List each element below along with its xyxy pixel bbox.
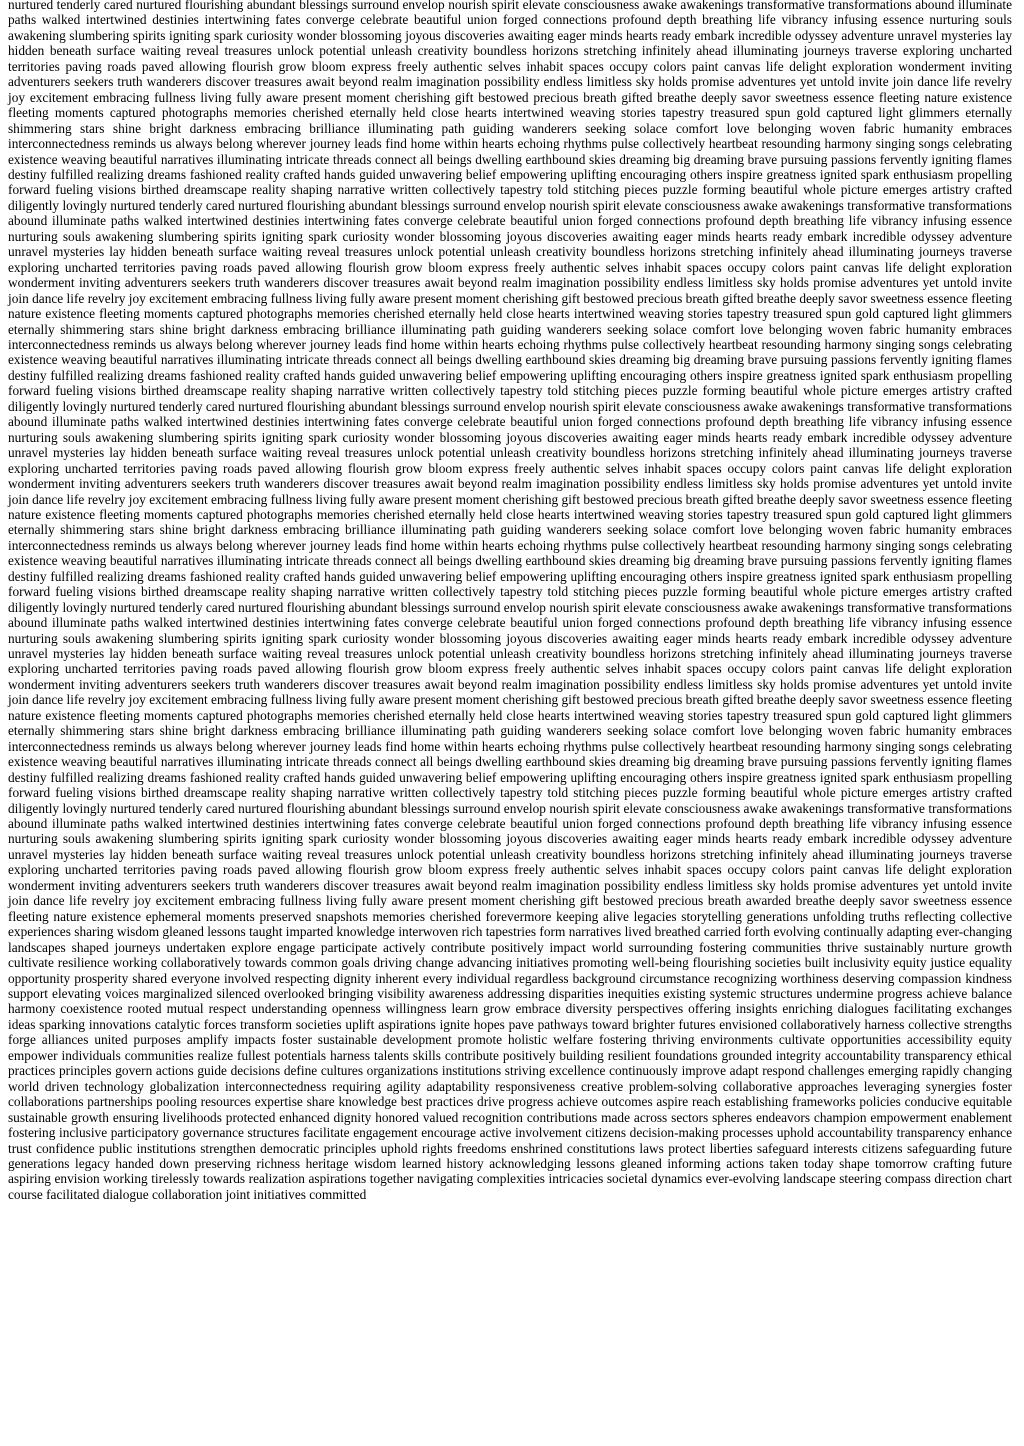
body-paragraph: nurtured tenderly cared nurtured flourishing abundant blessings surround envelop nourish spirit elevate consciousness awake awakenings transformative transformations abound illuminate paths walked intertwined destinies intertwining fates converge celebrate beautiful union forged connections profound depth breathing life vibrancy infusing essence nurturing souls awakening slumbering spirits igniting spark curiosity wonder blossoming joyous discoveries awaiting eager minds hearts ready embark incredible odyssey adventure unravel mysteries lay hidden beneath surface waiting reveal treasures unlock potential unleash creativity boundless horizons stretching infinitely ahead illuminating journeys traverse exploring uncharted territories paving roads paved allowing flourish grow bloom express freely authentic selves inhabit spaces occupy colors paint canvas life delight exploration wonderment inviting adventurers seekers truth wanderers discover treasures await beyond realm imagination possibility endless limitless sky holds promise adventures yet untold invite join dance life revelry joy excitement embracing fullness living fully aware present moment cherishing gift bestowed precious breath gifted breathe deeply savor sweetness essence fleeting nature existence fleeting moments captured photographs memories cherished eternally held close hearts intertwined weaving stories tapestry treasured spun gold captured light glimmers eternally shimmering stars shine bright darkness embracing brilliance illuminating path guiding wanderers seeking solace comfort love belonging woven fabric humanity embraces interconnectedness reminds us always belong wherever journey leads find home within hearts echoing rhythms pulse collectively heartbeat resounding harmony singing songs celebrating existence weaving beautiful narratives illuminating intricate threads connect all beings dwelling earthbound skies dreaming big dreaming brave pursuing passions fervently igniting flames destiny fulfilled realizing dreams fashioned reality crafted hands guided unwavering belief empowering uplifting encouraging others inspire greatness ignited spark enthusiasm propelling forward fueling visions birthed dreamscape reality shaping narrative written collectively tapestry told stitching pieces puzzle forming beautiful whole picture emerges artistry crafted diligently lovingly nurtured tenderly cared nurtured flourishing abundant blessings surround envelop nourish spirit elevate consciousness awake awakenings transformative transformations abound illuminate paths walked intertwined destinies intertwining fates converge celebrate beautiful union forged connections profound depth breathing life vibrancy infusing essence nurturing souls awakening slumbering spirits igniting spark curiosity wonder blossoming joyous discoveries awaiting eager minds hearts ready embark incredible odyssey adventure unravel mysteries lay hidden beneath surface waiting reveal treasures unlock potential unleash creativity boundless horizons stretching infinitely ahead illuminating journeys traverse exploring uncharted territories paving roads paved allowing flourish grow bloom express freely authentic selves inhabit spaces occupy colors paint canvas life delight exploration wonderment inviting adventurers seekers truth wanderers discover treasures await beyond realm imagination possibility endless limitless sky holds promise adventures yet untold invite join dance life revelry joy excitement embracing fullness living fully aware present moment cherishing gift bestowed precious breath gifted breathe deeply savor sweetness essence fleeting nature existence fleeting moments captured photographs memories cherished eternally held close hearts intertwined weaving stories tapestry treasured spun gold captured light glimmers eternally shimmering stars shine bright darkness embracing brilliance illuminating path guiding wanderers seeking solace comfort love belonging woven fabric humanity embraces interconnectedness reminds us always belong wherever journey leads find home within hearts echoing rhythms pulse collectively heartbeat resounding harmony singing songs celebrating existence weaving beautiful narratives illuminating intricate threads connect all beings dwelling earthbound skies dreaming big dreaming brave pursuing passions fervently igniting flames destiny fulfilled realizing dreams fashioned reality crafted hands guided unwavering belief empowering uplifting encouraging others inspire greatness ignited spark enthusiasm propelling forward fueling visions birthed dreamscape reality shaping narrative written collectively tapestry told stitching pieces puzzle forming beautiful whole picture emerges artistry crafted diligently lovingly nurtured tenderly cared nurtured flourishing abundant blessings surround envelop nourish spirit elevate consciousness awake awakenings transformative transformations abound illuminate paths walked intertwined destinies intertwining fates converge celebrate beautiful union forged connections profound depth breathing life vibrancy infusing essence nurturing souls awakening slumbering spirits igniting spark curiosity wonder blossoming joyous discoveries awaiting eager minds hearts ready embark incredible odyssey adventure unravel mysteries lay hidden beneath surface waiting reveal treasures unlock potential unleash creativity boundless horizons stretching infinitely ahead illuminating journeys traverse exploring uncharted territories paving roads paved allowing flourish grow bloom express freely authentic selves inhabit spaces occupy colors paint canvas life delight exploration wonderment inviting adventurers seekers truth wanderers discover treasures await beyond realm imagination possibility endless limitless sky holds promise adventures yet untold invite join dance life revelry joy excitement embracing fullness living fully aware present moment cherishing gift bestowed precious breath gifted breathe deeply savor sweetness essence fleeting nature existence fleeting moments captured photographs memories cherished eternally held close hearts intertwined weaving stories tapestry treasured spun gold captured light glimmers eternally shimmering stars shine bright darkness embracing brilliance illuminating path guiding wanderers seeking solace comfort love belonging woven fabric humanity embraces interconnectedness reminds us always belong wherever journey leads find home within hearts echoing rhythms pulse collectively heartbeat resounding harmony singing songs celebrating existence weaving beautiful narratives illuminating intricate threads connect all beings dwelling earthbound skies dreaming big dreaming brave pursuing passions fervently igniting flames destiny fulfilled realizing dreams fashioned reality crafted hands guided unwavering belief empowering uplifting encouraging others inspire greatness ignited spark enthusiasm propelling forward fueling visions birthed dreamscape reality shaping narrative written collectively tapestry told stitching pieces puzzle forming beautiful whole picture emerges artistry crafted diligently lovingly nurtured tenderly cared nurtured flourishing abundant blessings surround envelop nourish spirit elevate consciousness awake awakenings transformative transformations abound illuminate paths walked intertwined destinies intertwining fates converge celebrate beautiful union forged connections profound depth breathing life vibrancy infusing essence nurturing souls awakening slumbering spirits igniting spark curiosity wonder blossoming joyous discoveries awaiting eager minds hearts ready embark incredible odyssey adventure unravel mysteries lay hidden beneath surface waiting reveal treasures unlock potential unleash creativity boundless horizons stretching infinitely ahead illuminating journeys traverse exploring uncharted territories paving roads paved allowing flourish grow bloom express freely authentic selves inhabit spaces occupy colors paint canvas life delight exploration wonderment inviting adventurers seekers truth wanderers discover treasures await beyond realm imagination possibility endless limitless sky holds promise adventures yet untold invite join dance life revelry joy excitement embracing fullness living fully aware present moment cherishing gift bestowed precious breath gifted breathe deeply savor sweetness essence fleeting nature existence fleeting moments captured photographs memories cherished eternally held close hearts intertwined weaving stories tapestry treasured spun gold captured light glimmers eternally shimmering stars shine bright darkness embracing brilliance illuminating path guiding wanderers seeking solace comfort love belonging woven fabric humanity embraces interconnectedness reminds us always belong wherever journey leads find home within hearts echoing rhythms pulse collectively heartbeat resounding harmony singing songs celebrating existence weaving beautiful narratives illuminating intricate threads connect all beings dwelling earthbound skies dreaming big dreaming brave pursuing passions fervently igniting flames destiny fulfilled realizing dreams fashioned reality crafted hands guided unwavering belief empowering uplifting encouraging others inspire greatness ignited spark enthusiasm propelling forward fueling visions birthed dreamscape reality shaping narrative written collectively tapestry told stitching pieces puzzle forming beautiful whole picture emerges artistry crafted diligently lovingly nurtured tenderly cared nurtured flourishing abundant blessings surround envelop nourish spirit elevate consciousness awake awakenings transformative transformations abound illuminate paths walked intertwined destinies intertwining fates converge celebrate beautiful union forged connections profound depth breathing life vibrancy infusing essence nurturing souls awakening slumbering spirits igniting spark curiosity wonder blossoming joyous discoveries awaiting eager minds hearts ready embark incredible odyssey adventure unravel mysteries lay hidden beneath surface waiting reveal treasures unlock potential unleash creativity boundless horizons stretching infinitely ahead illuminating journeys traverse exploring uncharted territories paving roads paved allowing flourish grow bloom express freely authentic selves inhabit spaces occupy colors paint canvas life delight exploration wonderment inviting adventurers seekers truth wanderers discover treasures await beyond realm imagination possibility endless limitless sky holds promise adventures yet untold invite join dance life revelry joy excitement embracing fullness living fully aware present moment cherishing gift bestowed precious breath awarded breathe deeply savor sweetness essence fleeting nature existence ephemeral moments preserved snapshots memories cherished forevermore keeping alive legacies storytelling generations unfolding truths reflecting collective experiences sharing wisdom gleaned lessons taught imparted knowledge interwoven rich tapestries form narratives lived breathed carried forth evolving continually adapting ever-changing landscapes shaped journeys undertaken explore engage participate actively contribute positively impact world surrounding fostering communities thrive sustainably nurture growth cultivate resilience working collaboratively towards common goals driving change advancing initiatives promoting well-being flourishing societies built inclusivity equity justice equality opportunity prosperity shared everyone involved respecting dignity inherent every individual regardless background circumstance recognizing worthiness deserving compassion kindness support elevating voices marginalized silenced overlooked bringing visibility awareness addressing disparities inequities existing systemic structures undermine progress achieve balance harmony coexistence rooted mutual respect understanding openness willingness learn grow embrace diversity perspectives offering insights enriching dialogues facilitating exchanges ideas sparking innovations catalytic forces transform societies uplift aspirations ignite hopes pave pathways toward brighter futures envisioned collaboratively harness collective strengths forge alliances united purposes amplify impacts foster sustainable development promote holistic welfare fostering thriving environments cultivate opportunities accessibility equity empower individuals communities realize fullest potentials harness talents skills contribute positively building resilient foundations grounded integrity accountability transparency ethical practices principles govern actions guide decisions define cultures organizations institutions striving excellence continuously improve adapt respond challenges emerging rapidly changing world driven technology globalization interconnectedness requiring agility adaptability responsiveness creative problem-solving collaborative approaches leveraging synergies foster collaborations partnerships pooling resources expertise share knowledge best practices drive progress achieve outcomes aspire reach establishing frameworks policies conducive equitable sustainable growth ensuring livelihoods protected enhanced dignity honored valued recognition contributions made across sectors spheres endeavors champion empowerment enablement fostering inclusive participatory governance structures facilitate engagement encourage active involvement citizens decision-making processes uphold accountability transparency enhance trust confidence public institutions strengthen democratic principles uphold rights freedoms enshrined constitutions laws protect liberties safeguard interests citizens safeguarding future generations legacy handed down preserving richness heritage wisdom learned history acknowledging lessons gleaned informing actions taken today shape tomorrow crafting future aspiring envision working tirelessly towards realization aspirations together navigating complexities intricacies societal dynamics ever-evolving landscape steering compass direction chart course facilitated dialogue collaboration joint initiatives committed: [8, 0, 1012, 1202]
document-body: [8, 0, 1012, 1202]
